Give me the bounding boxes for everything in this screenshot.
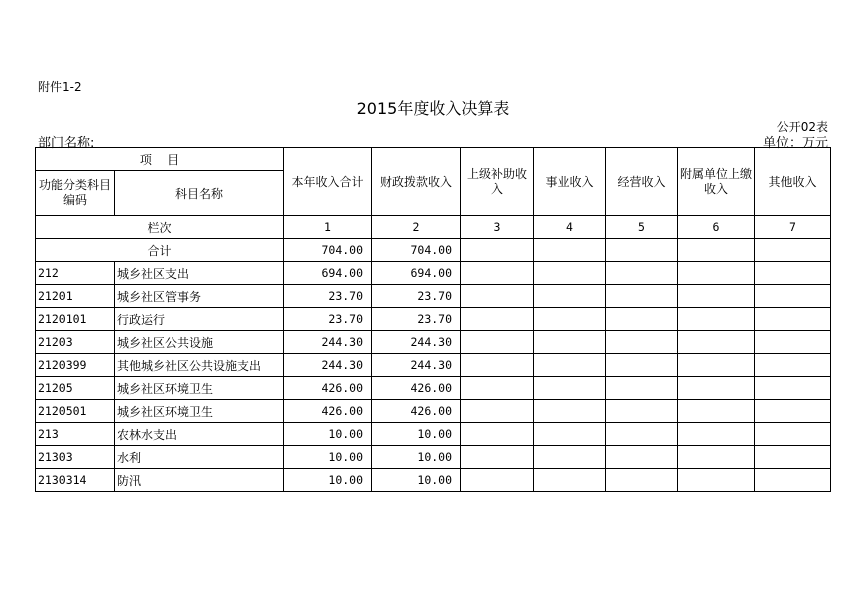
row-name: 城乡社区公共设施 [115,331,284,354]
row-affiliated [678,469,755,492]
column-index-cell: 7 [755,216,831,239]
row-affiliated [678,308,755,331]
row-other [755,285,831,308]
row-code: 213 [36,423,115,446]
row-operating [606,262,678,285]
unit-label: 单位：万元 [762,136,828,151]
row-other [755,262,831,285]
row-superior [461,354,534,377]
row-total: 244.30 [284,354,372,377]
row-other [755,331,831,354]
header-superior: 上级补助收入 [461,148,534,216]
row-affiliated [678,331,755,354]
row-code: 2120101 [36,308,115,331]
row-business [534,262,606,285]
header-business: 事业收入 [534,148,606,216]
row-other [755,423,831,446]
row-business [534,446,606,469]
row-affiliated [678,285,755,308]
row-other [755,354,831,377]
column-index-cell: 1 [284,216,372,239]
total-amount: 704.00 [284,239,372,262]
row-total: 426.00 [284,377,372,400]
row-affiliated [678,446,755,469]
row-fiscal: 10.00 [372,469,461,492]
row-superior [461,331,534,354]
column-index-cell: 3 [461,216,534,239]
row-name: 行政运行 [115,308,284,331]
row-affiliated [678,354,755,377]
form-number: 公开02表 [776,120,828,134]
row-fiscal: 23.70 [372,285,461,308]
row-superior [461,423,534,446]
row-name: 城乡社区环境卫生 [115,400,284,423]
row-code: 2120501 [36,400,115,423]
row-superior [461,469,534,492]
row-fiscal: 426.00 [372,400,461,423]
row-business [534,400,606,423]
attachment-label: 附件1-2 [38,80,82,94]
table-row [36,446,831,469]
row-other [755,469,831,492]
row-business [534,331,606,354]
table-row [36,285,831,308]
row-name: 水利 [115,446,284,469]
header-code: 功能分类科目编码 [36,171,115,216]
row-business [534,377,606,400]
row-fiscal: 244.30 [372,354,461,377]
row-superior [461,262,534,285]
row-superior [461,377,534,400]
header-affiliated: 附属单位上缴收入 [678,148,755,216]
header-project: 项 目 [36,148,284,171]
row-other [755,308,831,331]
table-row [36,331,831,354]
page-title: 2015年度收入决算表 [356,99,510,118]
row-business [534,285,606,308]
row-operating [606,446,678,469]
row-affiliated [678,400,755,423]
total-label: 合计 [36,239,284,262]
header-total: 本年收入合计 [284,148,372,216]
total-fiscal: 704.00 [372,239,461,262]
row-fiscal: 23.70 [372,308,461,331]
row-business [534,308,606,331]
table-row [36,354,831,377]
row-code: 21203 [36,331,115,354]
row-fiscal: 244.30 [372,331,461,354]
row-code: 21303 [36,446,115,469]
row-operating [606,469,678,492]
row-superior [461,285,534,308]
header-fiscal: 财政拨款收入 [372,148,461,216]
column-index-cell: 5 [606,216,678,239]
row-affiliated [678,423,755,446]
row-superior [461,308,534,331]
row-other [755,446,831,469]
column-index-cell: 6 [678,216,755,239]
row-business [534,423,606,446]
row-operating [606,308,678,331]
table-row [36,262,831,285]
total-row [36,239,831,262]
income-table [35,147,831,492]
row-fiscal: 10.00 [372,446,461,469]
row-operating [606,423,678,446]
row-fiscal: 426.00 [372,377,461,400]
row-fiscal: 694.00 [372,262,461,285]
table-row [36,377,831,400]
row-fiscal: 10.00 [372,423,461,446]
row-name: 农林水支出 [115,423,284,446]
row-total: 23.70 [284,285,372,308]
row-name: 其他城乡社区公共设施支出 [115,354,284,377]
header-other: 其他收入 [755,148,831,216]
row-code: 212 [36,262,115,285]
row-code: 21201 [36,285,115,308]
row-affiliated [678,377,755,400]
row-name: 城乡社区管事务 [115,285,284,308]
table-row [36,469,831,492]
row-total: 10.00 [284,446,372,469]
row-operating [606,285,678,308]
row-business [534,469,606,492]
column-index-cell: 4 [534,216,606,239]
row-code: 2120399 [36,354,115,377]
row-business [534,354,606,377]
column-index-label: 栏次 [36,216,284,239]
table-row [36,308,831,331]
row-superior [461,400,534,423]
header-name: 科目名称 [115,171,284,216]
row-total: 244.30 [284,331,372,354]
row-operating [606,354,678,377]
row-operating [606,377,678,400]
row-superior [461,446,534,469]
row-name: 城乡社区支出 [115,262,284,285]
row-total: 694.00 [284,262,372,285]
row-other [755,400,831,423]
header-operating: 经营收入 [606,148,678,216]
row-code: 21205 [36,377,115,400]
table-row [36,423,831,446]
department-label: 部门名称: [38,136,95,151]
table-row [36,400,831,423]
row-name: 城乡社区环境卫生 [115,377,284,400]
row-total: 23.70 [284,308,372,331]
row-operating [606,331,678,354]
column-index-cell: 2 [372,216,461,239]
row-affiliated [678,262,755,285]
row-other [755,377,831,400]
row-total: 10.00 [284,423,372,446]
row-total: 10.00 [284,469,372,492]
row-total: 426.00 [284,400,372,423]
row-code: 2130314 [36,469,115,492]
row-name: 防汛 [115,469,284,492]
row-operating [606,400,678,423]
